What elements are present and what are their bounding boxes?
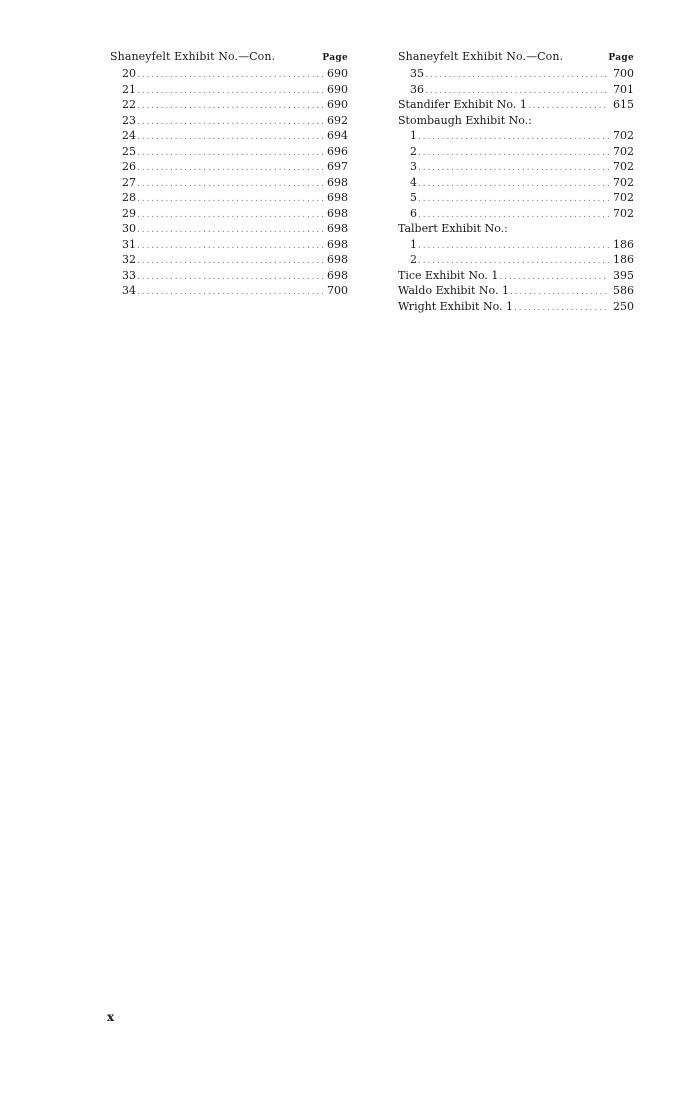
entry-page: 690 [327, 98, 348, 111]
talbert-entry-list [398, 237, 634, 268]
wright-entry [398, 299, 634, 315]
entry-page: 250 [613, 299, 634, 313]
entry-label: 30 [122, 222, 136, 235]
dot-leader [418, 161, 609, 177]
entry-label: 26 [122, 160, 136, 173]
dot-leader [137, 208, 323, 224]
entry-label: 29 [122, 206, 136, 220]
index-entry [398, 82, 634, 98]
entry-label: 20 [122, 67, 136, 80]
index-entry [110, 82, 348, 98]
entry-label: 1 [410, 129, 417, 142]
index-entry [110, 113, 348, 129]
entry-page: 186 [613, 237, 634, 251]
tice-entry [398, 268, 634, 284]
entry-label: 22 [122, 98, 136, 111]
dot-leader [514, 301, 609, 317]
entry-page: 696 [327, 144, 348, 158]
entry-label: 27 [122, 175, 136, 189]
left-index-column [110, 49, 348, 299]
entry-label: Tice Exhibit No. 1 [398, 268, 499, 282]
index-entry [110, 237, 348, 253]
entry-label: 35 [410, 67, 424, 80]
dot-leader [137, 130, 323, 146]
entry-page: 615 [613, 98, 634, 111]
dot-leader [137, 84, 323, 100]
index-entry [398, 252, 634, 268]
dot-leader [499, 270, 609, 286]
entry-page: 702 [613, 144, 634, 158]
entry-page: 186 [613, 253, 634, 266]
entry-page: 702 [613, 129, 634, 142]
left-page-label: Page [322, 53, 348, 63]
index-entry [110, 268, 348, 284]
dot-leader [528, 99, 609, 115]
right-index-column [398, 49, 634, 314]
entry-label: 2 [410, 144, 417, 158]
entry-label: Waldo Exhibit No. 1 [398, 284, 509, 297]
entry-label: 32 [122, 253, 136, 266]
entry-label: 34 [122, 284, 136, 297]
entry-label: 33 [122, 268, 136, 282]
index-entry [110, 97, 348, 113]
dot-leader [418, 146, 609, 162]
entry-label: 4 [410, 175, 417, 189]
index-entry [110, 128, 348, 144]
dot-leader [418, 130, 609, 146]
entry-page: 702 [613, 160, 634, 173]
index-entry [110, 206, 348, 222]
entry-label: 5 [410, 191, 417, 204]
index-entry [110, 252, 348, 268]
index-entry [398, 237, 634, 253]
dot-leader [418, 192, 609, 208]
left-entry-list [110, 66, 348, 299]
entry-page: 690 [327, 82, 348, 96]
right-page-label: Page [608, 53, 634, 63]
index-entry [398, 66, 634, 82]
entry-label: 36 [410, 82, 424, 96]
entry-page: 694 [327, 129, 348, 142]
entry-page: 697 [327, 160, 348, 173]
dot-leader [137, 192, 323, 208]
entry-label: Standifer Exhibit No. 1 [398, 98, 527, 111]
entry-page: 700 [613, 67, 634, 80]
dot-leader [137, 285, 323, 301]
index-entry [110, 175, 348, 191]
entry-page: 698 [327, 191, 348, 204]
dot-leader [137, 223, 323, 239]
dot-leader [137, 254, 323, 270]
index-entry [110, 66, 348, 82]
shaneyfelt-continued-list [398, 66, 634, 97]
dot-leader [425, 68, 609, 84]
talbert-heading: Talbert Exhibit No.: [398, 222, 508, 235]
right-column-heading: Shaneyfelt Exhibit No.—Con. [398, 50, 564, 63]
dot-leader [137, 239, 323, 255]
entry-label: 28 [122, 191, 136, 204]
left-column-heading: Shaneyfelt Exhibit No.—Con. [110, 50, 276, 63]
dot-leader [510, 285, 609, 301]
page-folio: x [107, 1010, 115, 1024]
entry-label: 2 [410, 253, 417, 266]
entry-page: 698 [327, 175, 348, 189]
entry-label: 3 [410, 160, 417, 173]
entry-label: 6 [410, 206, 417, 220]
index-entry [110, 190, 348, 206]
dot-leader [137, 161, 323, 177]
waldo-entry [398, 283, 634, 299]
index-entry [110, 159, 348, 175]
entry-page: 700 [327, 284, 348, 297]
entry-page: 698 [327, 253, 348, 266]
index-entry [110, 144, 348, 160]
entry-page: 698 [327, 237, 348, 251]
right-column-header [398, 49, 634, 66]
entry-label: 24 [122, 129, 136, 142]
entry-page: 702 [613, 206, 634, 220]
entry-page: 395 [613, 268, 634, 282]
index-entry [398, 175, 634, 191]
entry-page: 586 [613, 284, 634, 297]
entry-page: 701 [613, 82, 634, 96]
dot-leader [137, 115, 323, 131]
dot-leader [418, 177, 609, 193]
dot-leader [137, 99, 323, 115]
stombaugh-heading: Stombaugh Exhibit No.: [398, 113, 532, 127]
stombaugh-entry-list [398, 128, 634, 221]
index-entry [398, 206, 634, 222]
index-entry [398, 144, 634, 160]
entry-page: 702 [613, 175, 634, 189]
entry-page: 692 [327, 113, 348, 127]
left-column-header [110, 49, 348, 66]
dot-leader [137, 270, 323, 286]
index-entry [398, 159, 634, 175]
entry-label: 21 [122, 82, 136, 96]
dot-leader [418, 239, 609, 255]
entry-page: 698 [327, 222, 348, 235]
entry-page: 698 [327, 268, 348, 282]
entry-page: 698 [327, 206, 348, 220]
index-entry [398, 128, 634, 144]
dot-leader [137, 177, 323, 193]
index-entry [398, 190, 634, 206]
entry-page: 702 [613, 191, 634, 204]
entry-label: 31 [122, 237, 136, 251]
index-entry [110, 283, 348, 299]
index-entry [110, 221, 348, 237]
entry-label: 1 [410, 237, 417, 251]
dot-leader [137, 68, 323, 84]
entry-label: Wright Exhibit No. 1 [398, 299, 513, 313]
entry-page: 690 [327, 67, 348, 80]
standifer-entry [398, 97, 634, 113]
entry-label: 25 [122, 144, 136, 158]
entry-label: 23 [122, 113, 136, 127]
dot-leader [137, 146, 323, 162]
